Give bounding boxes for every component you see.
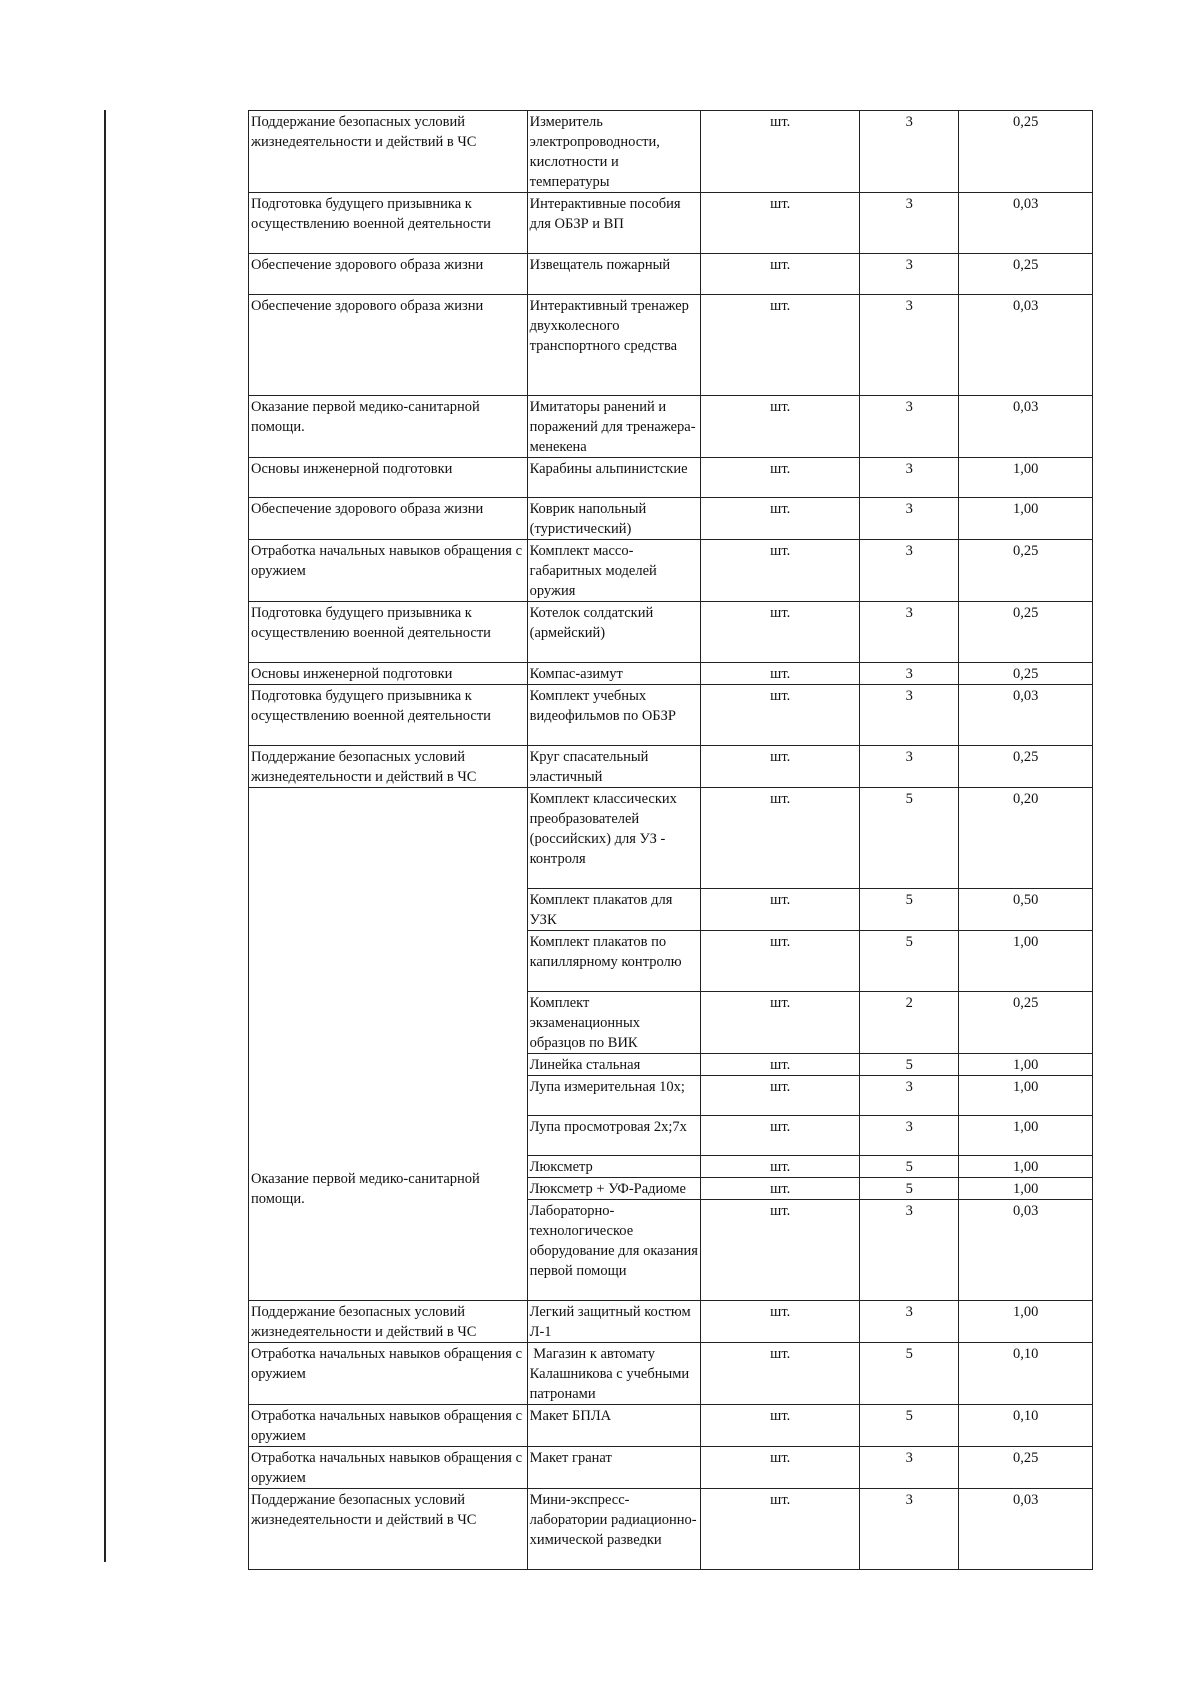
quantity-cell: 2 [860, 992, 959, 1054]
table-row [249, 540, 1093, 602]
unit-cell: шт. [701, 458, 860, 498]
coefficient-cell: 0,25 [959, 992, 1093, 1054]
unit-cell: шт. [701, 193, 860, 254]
quantity-cell: 3 [860, 602, 959, 663]
section-cell: Основы инженерной подготовки [249, 663, 528, 685]
quantity-cell: 5 [860, 1343, 959, 1405]
unit-cell: шт. [701, 1178, 860, 1200]
section-cell: Поддержание безопасных условий жизнедеятельности и действий в ЧС [249, 111, 528, 193]
table-row [249, 295, 1093, 396]
table-row [249, 746, 1093, 788]
unit-cell: шт. [701, 1054, 860, 1076]
unit-cell: шт. [701, 1200, 860, 1301]
quantity-cell: 3 [860, 746, 959, 788]
coefficient-cell: 0,25 [959, 111, 1093, 193]
unit-cell: шт. [701, 1076, 860, 1116]
table-row [249, 1489, 1093, 1570]
quantity-cell: 3 [860, 254, 959, 295]
quantity-cell: 3 [860, 111, 959, 193]
section-cell [249, 788, 528, 1301]
coefficient-cell: 1,00 [959, 1301, 1093, 1343]
quantity-cell: 3 [860, 540, 959, 602]
coefficient-cell: 0,25 [959, 254, 1093, 295]
coefficient-cell: 0,25 [959, 663, 1093, 685]
coefficient-cell: 0,25 [959, 746, 1093, 788]
coefficient-cell: 0,10 [959, 1405, 1093, 1447]
item-name-cell: Макет БПЛА [527, 1405, 700, 1447]
coefficient-cell: 0,10 [959, 1343, 1093, 1405]
unit-cell: шт. [701, 602, 860, 663]
item-name-cell: Линейка стальная [527, 1054, 700, 1076]
section-cell: Обеспечение здорового образа жизни [249, 295, 528, 396]
coefficient-cell: 1,00 [959, 1178, 1093, 1200]
item-name-cell: Интерактивный тренажер двухколесного транспортного средства [527, 295, 700, 396]
table-row [249, 458, 1093, 498]
section-cell: Оказание первой медико-санитарной помощи. [249, 396, 528, 458]
table-row [249, 663, 1093, 685]
quantity-cell: 3 [860, 1301, 959, 1343]
section-cell: Поддержание безопасных условий жизнедеятельности и действий в ЧС [249, 1301, 528, 1343]
coefficient-cell: 1,00 [959, 458, 1093, 498]
unit-cell: шт. [701, 788, 860, 889]
table-row [249, 685, 1093, 746]
quantity-cell: 5 [860, 1054, 959, 1076]
quantity-cell: 3 [860, 1489, 959, 1570]
item-name-cell: Компас-азимут [527, 663, 700, 685]
quantity-cell: 5 [860, 788, 959, 889]
item-name-cell: Круг спасательный эластичный [527, 746, 700, 788]
quantity-cell: 3 [860, 1116, 959, 1156]
page-margin-line [104, 110, 106, 1562]
item-name-cell: Комплект массо-габаритных моделей оружия [527, 540, 700, 602]
quantity-cell: 3 [860, 458, 959, 498]
table-row [249, 602, 1093, 663]
section-cell: Подготовка будущего призывника к осуществлению военной деятельности [249, 602, 528, 663]
unit-cell: шт. [701, 254, 860, 295]
unit-cell: шт. [701, 931, 860, 992]
section-cell: Основы инженерной подготовки [249, 458, 528, 498]
unit-cell: шт. [701, 1447, 860, 1489]
item-name-cell: Комплект учебных видеофильмов по ОБЗР [527, 685, 700, 746]
section-cell: Отработка начальных навыков обращения с оружием [249, 540, 528, 602]
item-name-cell: Комплект классических преобразователей (российских) для УЗ - контроля [527, 788, 700, 889]
item-name-cell: Коврик напольный (туристический) [527, 498, 700, 540]
unit-cell: шт. [701, 663, 860, 685]
item-name-cell: Комплект экзаменационных образцов по ВИК [527, 992, 700, 1054]
section-cell: Обеспечение здорового образа жизни [249, 498, 528, 540]
table-row [249, 788, 1093, 889]
unit-cell: шт. [701, 111, 860, 193]
table-row [249, 111, 1093, 193]
coefficient-cell: 1,00 [959, 931, 1093, 992]
item-name-cell: Мини-экспресс-лаборатории радиационно-химической разведки [527, 1489, 700, 1570]
coefficient-cell: 0,03 [959, 685, 1093, 746]
section-cell: Обеспечение здорового образа жизни [249, 254, 528, 295]
section-cell: Поддержание безопасных условий жизнедеятельности и действий в ЧС [249, 1489, 528, 1570]
item-name-cell: Имитаторы ранений и поражений для тренажера-менекена [527, 396, 700, 458]
unit-cell: шт. [701, 1405, 860, 1447]
equipment-table [248, 110, 1093, 1570]
section-label: Оказание первой медико-санитарной помощи. [251, 1171, 480, 1207]
table-row [249, 193, 1093, 254]
unit-cell: шт. [701, 992, 860, 1054]
unit-cell: шт. [701, 746, 860, 788]
coefficient-cell: 0,25 [959, 1447, 1093, 1489]
coefficient-cell: 0,03 [959, 295, 1093, 396]
quantity-cell: 3 [860, 685, 959, 746]
item-name-cell: Макет гранат [527, 1447, 700, 1489]
item-name-cell: Легкий защитный костюм Л-1 [527, 1301, 700, 1343]
item-name-cell: Магазин к автомату Калашникова с учебными патронами [527, 1343, 700, 1405]
section-cell: Подготовка будущего призывника к осуществлению военной деятельности [249, 193, 528, 254]
coefficient-cell: 0,25 [959, 540, 1093, 602]
coefficient-cell: 0,03 [959, 1489, 1093, 1570]
table-row [249, 1447, 1093, 1489]
unit-cell: шт. [701, 1301, 860, 1343]
coefficient-cell: 0,03 [959, 396, 1093, 458]
section-cell: Подготовка будущего призывника к осуществлению военной деятельности [249, 685, 528, 746]
coefficient-cell: 1,00 [959, 498, 1093, 540]
table-row [249, 1405, 1093, 1447]
quantity-cell: 5 [860, 1156, 959, 1178]
quantity-cell: 3 [860, 1200, 959, 1301]
item-name-cell: Котелок солдатский (армейский) [527, 602, 700, 663]
unit-cell: шт. [701, 1156, 860, 1178]
quantity-cell: 5 [860, 1405, 959, 1447]
coefficient-cell: 1,00 [959, 1054, 1093, 1076]
coefficient-cell: 1,00 [959, 1076, 1093, 1116]
coefficient-cell: 1,00 [959, 1116, 1093, 1156]
coefficient-cell: 0,03 [959, 193, 1093, 254]
unit-cell: шт. [701, 498, 860, 540]
unit-cell: шт. [701, 540, 860, 602]
quantity-cell: 5 [860, 889, 959, 931]
unit-cell: шт. [701, 889, 860, 931]
item-name-cell: Лабораторно-технологическое оборудование для оказания первой помощи [527, 1200, 700, 1301]
table-row [249, 254, 1093, 295]
quantity-cell: 3 [860, 1076, 959, 1116]
coefficient-cell: 0,20 [959, 788, 1093, 889]
table-row [249, 396, 1093, 458]
section-cell: Отработка начальных навыков обращения с оружием [249, 1343, 528, 1405]
quantity-cell: 3 [860, 396, 959, 458]
coefficient-cell: 0,03 [959, 1200, 1093, 1301]
unit-cell: шт. [701, 1489, 860, 1570]
table-row [249, 1301, 1093, 1343]
unit-cell: шт. [701, 685, 860, 746]
quantity-cell: 5 [860, 931, 959, 992]
quantity-cell: 3 [860, 663, 959, 685]
item-name-cell: Интерактивные пособия для ОБЗР и ВП [527, 193, 700, 254]
item-name-cell: Извещатель пожарный [527, 254, 700, 295]
coefficient-cell: 0,25 [959, 602, 1093, 663]
unit-cell: шт. [701, 1116, 860, 1156]
table-row [249, 498, 1093, 540]
section-cell: Отработка начальных навыков обращения с оружием [249, 1447, 528, 1489]
section-cell: Поддержание безопасных условий жизнедеятельности и действий в ЧС [249, 746, 528, 788]
item-name-cell: Люксметр + УФ-Радиоме [527, 1178, 700, 1200]
section-cell: Отработка начальных навыков обращения с оружием [249, 1405, 528, 1447]
quantity-cell: 3 [860, 295, 959, 396]
quantity-cell: 3 [860, 1447, 959, 1489]
item-name-cell: Комплект плакатов для УЗК [527, 889, 700, 931]
unit-cell: шт. [701, 295, 860, 396]
item-name-cell: Комплект плакатов по капиллярному контролю [527, 931, 700, 992]
coefficient-cell: 1,00 [959, 1156, 1093, 1178]
table-row [249, 1343, 1093, 1405]
item-name-cell: Лупа измерительная 10х; [527, 1076, 700, 1116]
quantity-cell: 3 [860, 193, 959, 254]
unit-cell: шт. [701, 1343, 860, 1405]
item-name-cell: Измеритель электропроводности, кислотности и температуры [527, 111, 700, 193]
quantity-cell: 5 [860, 1178, 959, 1200]
item-name-cell: Карабины альпинистские [527, 458, 700, 498]
item-name-cell: Люксметр [527, 1156, 700, 1178]
item-name-cell: Лупа просмотровая 2х;7х [527, 1116, 700, 1156]
coefficient-cell: 0,50 [959, 889, 1093, 931]
quantity-cell: 3 [860, 498, 959, 540]
unit-cell: шт. [701, 396, 860, 458]
